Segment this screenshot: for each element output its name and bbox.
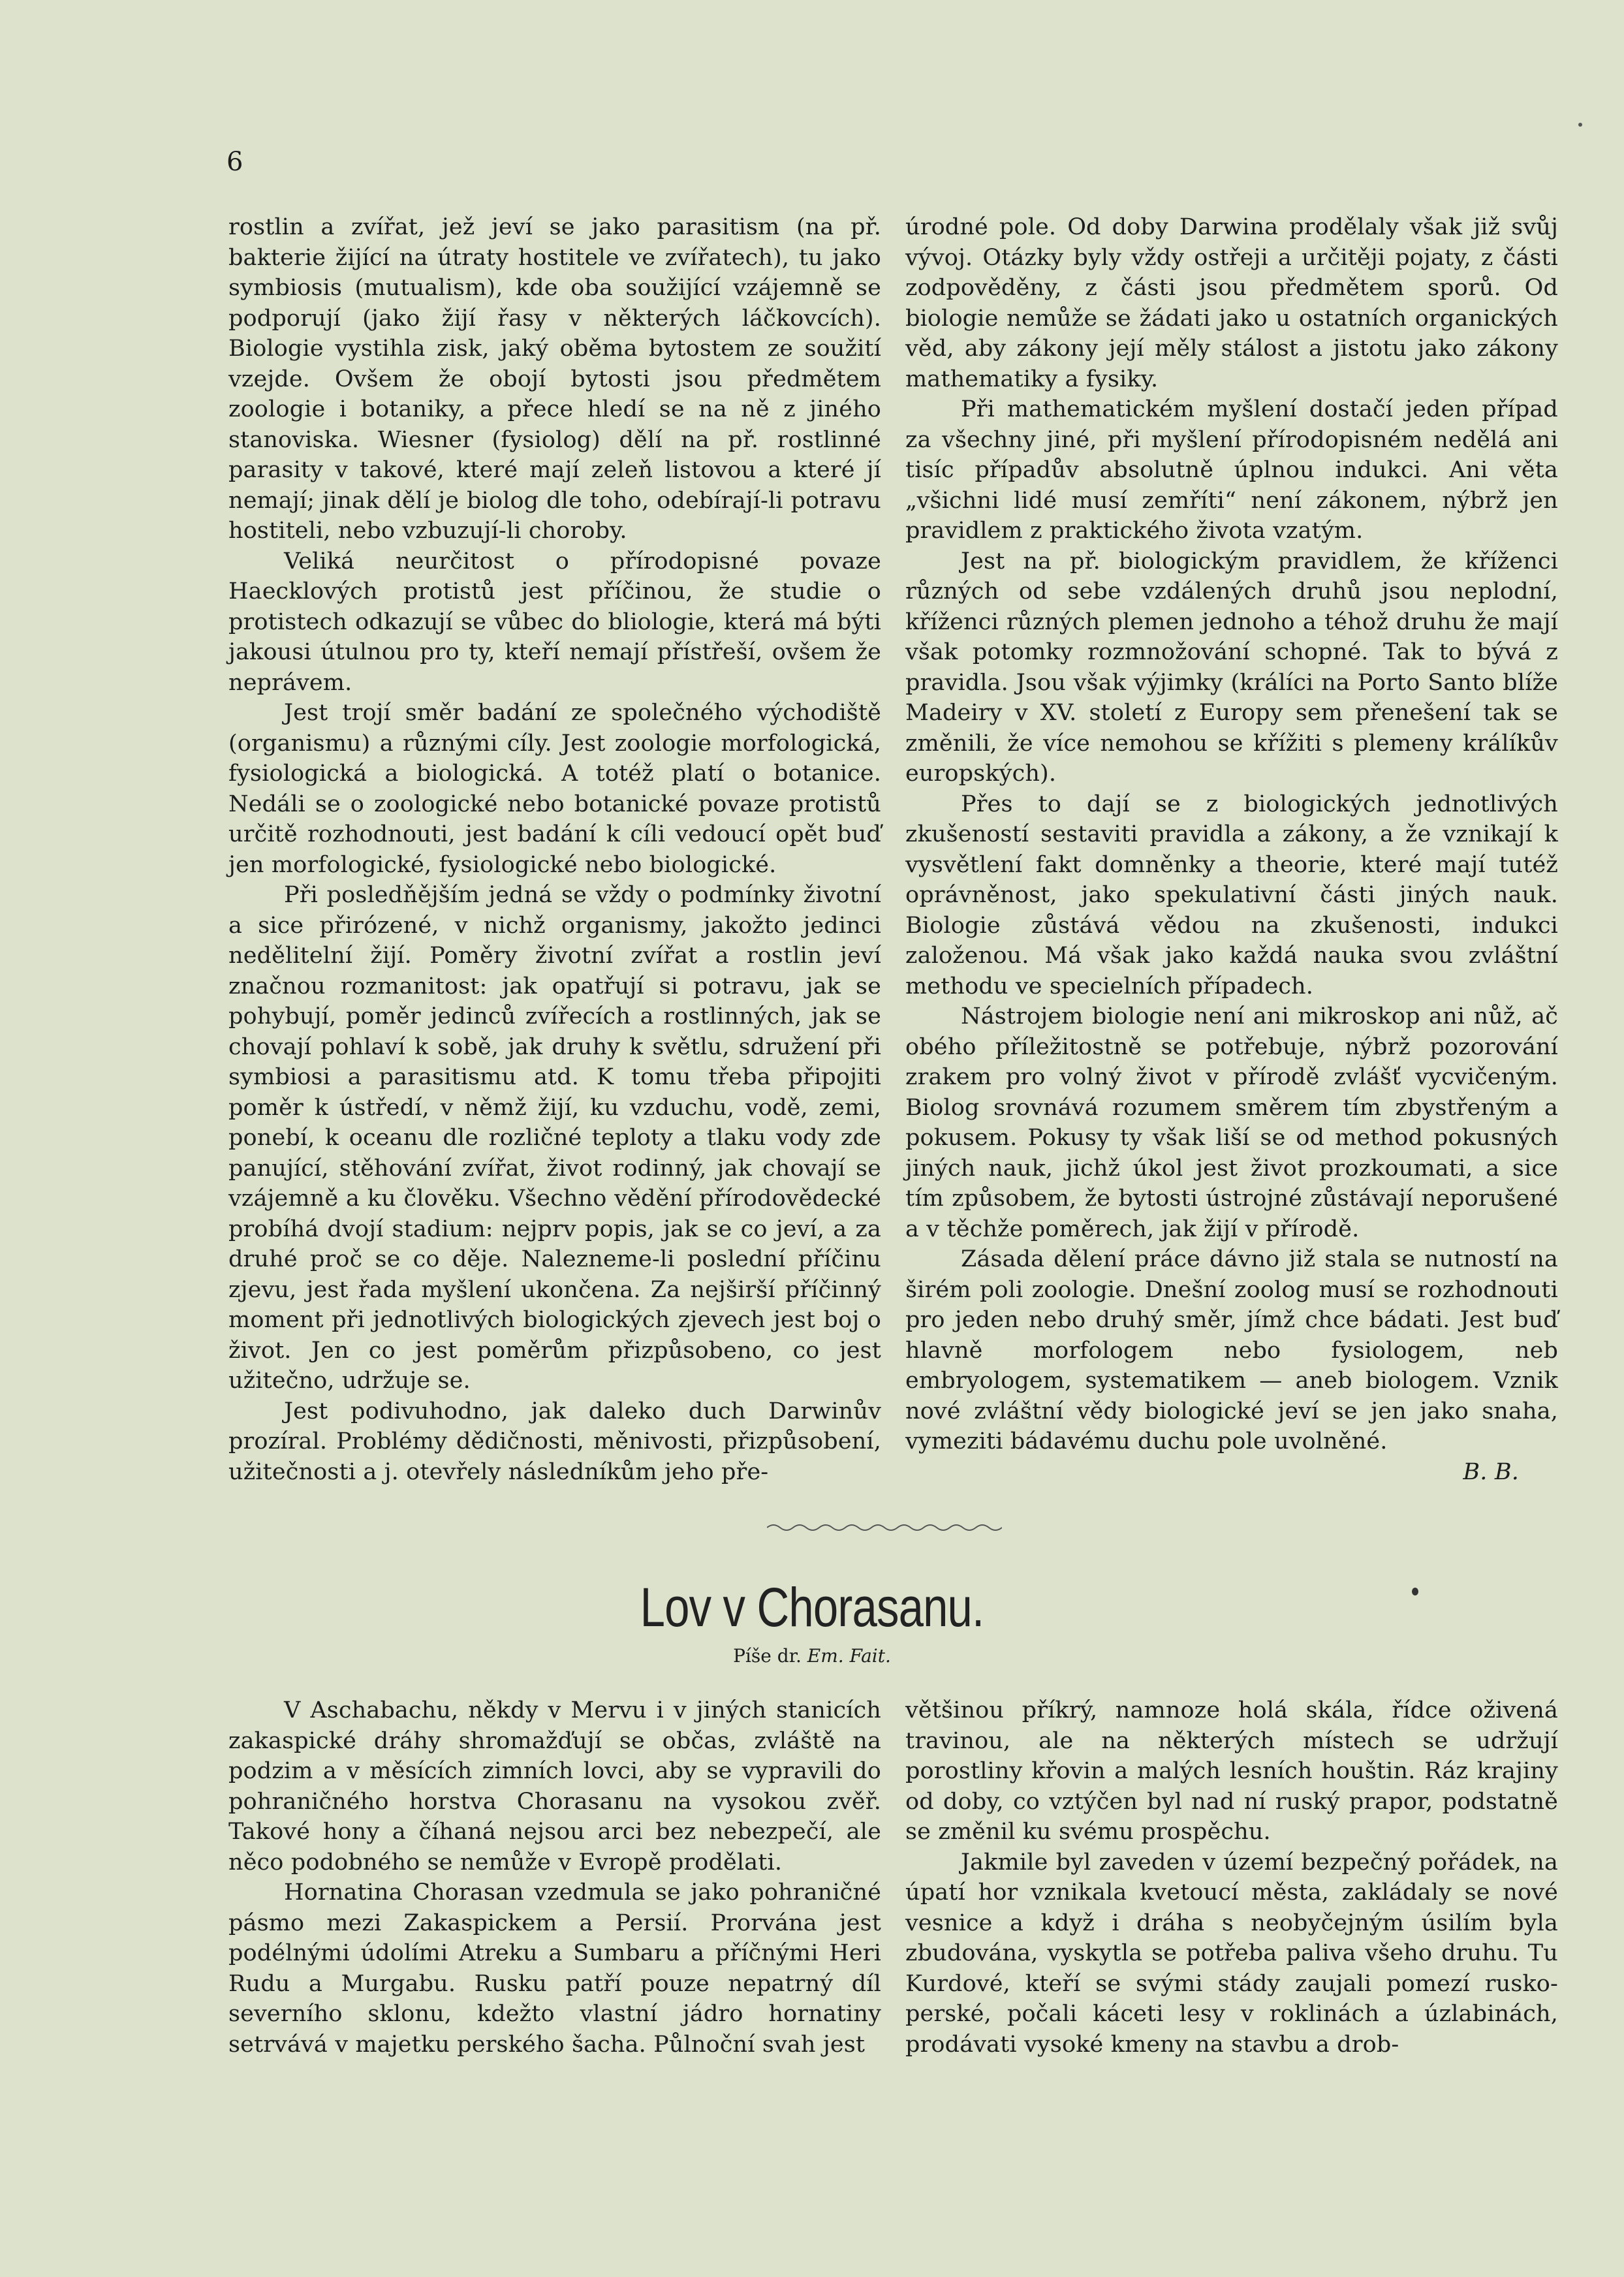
article2-column-left: [228, 1695, 881, 2060]
article1-column-right: [905, 212, 1558, 1487]
paragraph: rostlin a zvířat, jež jeví se jako parasitism (na př. bakterie žijící na útraty hostitele ve zvířatech), tu jako symbiosis (mutualism), kde oba soužijící vzájemně se podporují (jako žijí řasy v některých láčkovcích). Biologie vystihla zisk, jaký oběma bytostem ze soužití vzejde. Ovšem že obojí bytosti jsou předmětem zoologie i botaniky, a přece hledí se na ně z jiného stanoviska. Wiesner (fysiolog) dělí na př. rostlinné parasity v takové, které mají zeleň listovou a které jí nemají; jinak dělí je biolog dle toho, odebírají-li potravu hostiteli, nebo vzbuzují-li choroby.: [228, 214, 881, 544]
ink-speck: [1412, 1588, 1418, 1595]
paragraph: většinou příkrý, namnoze holá skála, řídce oživená travinou, ale na některých místech se udržují porostliny křovin a malých lesních houštin. Ráz krajiny od doby, co vztýčen byl nad ní ruský prapor, podstatně se změnil ku svému prospěchu.: [905, 1697, 1558, 1845]
paragraph: Jest podivuhodno, jak daleko duch Darwinův prozíral. Problémy dědičnosti, měnivosti, přizpůsobení, užitečnosti a j. otevřely následníkům jeho pře-: [228, 1398, 881, 1485]
byline-prefix: Píše dr.: [733, 1645, 802, 1667]
article1-column-left: [228, 212, 881, 1487]
article-signature: B. B.: [1463, 1458, 1519, 1485]
page-number: 6: [226, 147, 243, 177]
article2-column-right: [905, 1695, 1558, 2060]
ink-speck: [1578, 123, 1582, 127]
paragraph: Při posledňějším jedná se vždy o podmínky životní a sice přirózené, v nichž organismy, jakožto jedinci nedělitelní žijí. Poměry životní zvířat a rostlin jeví značnou rozmanitost: jak opatřují si potravu, jak se pohybují, poměr jedinců zvířecích a rostlinných, jak se chovají pohlaví k sobě, jak druhy k světlu, sdružení při symbiosi a parasitismu atd. K tomu třeba připojiti poměr k ústředí, v němž žijí, ku vzduchu, vodě, zemi, ponebí, k oceanu dle rozličné teploty a tlaku vody zde panující, stěhování zvířat, život rodinný, jak chovají se vzájemně a ku člověku. Všechno vědění přírodovědecké probíhá dvojí stadium: nejprv popis, jak se co jeví, a za druhé proč se co děje. Nalezneme-li poslední příčinu zjevu, jest řada myšlení ukončena. Za nejširší příčinný moment při jednotlivých biologických zjevech jest boj o život. Jen co jest poměrům přizpůsobeno, co jest užitečno, udržuje se.: [228, 882, 881, 1394]
paragraph: Jest na př. biologickým pravidlem, že kříženci různých od sebe vzdálených druhů jsou neplodní, kříženci různých plemen jednoho a téhož druhu že mají však potomky rozmnožování schopné. Tak to bývá z pravidla. Jsou však výjimky (králíci na Porto Santo blíže Madeiry v XV. století z Europy sem přenešení tak se změnili, že více nemohou se křížiti s plemeny králíkův europských).: [905, 548, 1558, 787]
paragraph: úrodné pole. Od doby Darwina prodělaly však již svůj vývoj. Otázky byly vždy ostřeji a určitěji pojaty, z části zodpověděny, z části jsou předmětem sporů. Od biologie nemůže se žádati jako u ostatních organických věd, aby zákony její měly stálost a jistotu jako zákony mathematiky a fysiky.: [905, 214, 1558, 392]
article-byline: [0, 1645, 1624, 1667]
article-title: Lov v Chorasanu.: [640, 1577, 984, 1638]
byline-author: Em. Fait.: [807, 1645, 891, 1667]
paragraph: Jakmile byl zaveden v území bezpečný pořádek, na úpatí hor vznikala kvetoucí města, zakládaly se nové vesnice a když i dráha s neobyčejným úsilím byla zbudována, vyskytla se potřeba paliva všeho druhu. Tu Kurdové, kteří se svými stády zaujali pomezí rusko-perské, počali káceti lesy v roklinách a úzlabinách, prodávati vysoké kmeny na stavbu a drob-: [905, 1849, 1558, 2058]
paragraph: Zásada dělení práce dávno již stala se nutností na širém poli zoologie. Dnešní zoolog musí se rozhodnouti pro jeden nebo druhý směr, jímž chce bádati. Jest buď hlavně morfologem nebo fysiologem, neb embryologem, systematikem — aneb biologem. Vznik nové zvláštní vědy biologické jeví se jen jako snaha, vymeziti bádavému duchu pole uvolněné.: [905, 1246, 1558, 1454]
paragraph: Přes to dají se z biologických jednotlivých zkušeností sestaviti pravidla a zákony, a že vznikají k vysvětlení fakt domněnky a theorie, které mají tutéž oprávněnost, jako spekulativní části jiných nauk. Biologie zůstává vědou na zkušenosti, indukci založenou. Má však jako každá nauka svou zvláštní methodu ve specielních případech.: [905, 791, 1558, 999]
paragraph: Nástrojem biologie není ani mikroskop ani nůž, ač obého příležitostně se potřebuje, nýbrž pozorování zrakem pro volný život v přírodě zvlášť vycvičeným. Biolog srovnává rozumem směrem tím zbystřeným a pokusem. Pokusy ty však liší se od method pokusných jiných nauk, jichž úkol jest život prozkoumati, a sice tím způsobem, že bytosti ústrojné zůstávají neporušené a v těchže poměrech, jak žijí v přírodě.: [905, 1003, 1558, 1242]
paragraph: Hornatina Chorasan vzedmula se jako pohraničné pásmo mezi Zakaspickem a Persií. Prorvána jest podélnými údolími Atreku a Sumbaru a příčnými Heri Rudu a Murgabu. Rusku patří pouze nepatrný díl severního sklonu, kdežto vlastní jádro hornatiny setrvává v majetku perského šacha. Půlnoční svah jest: [228, 1879, 881, 2058]
paragraph: V Aschabachu, někdy v Mervu i v jiných stanicích zakaspické dráhy shromažďují se občas, zvláště na podzim a v měsících zimních lovci, aby se vypravili do pohraničného horstva Chorasanu na vysokou zvěř. Takové hony a číhaná nejsou arci bez nebezpečí, ale něco podobného se nemůže v Evropě prodělati.: [228, 1697, 881, 1876]
paragraph: Veliká neurčitost o přírodopisné povaze Haecklových protistů jest příčinou, že studie o protistech odkazují se vůbec do bliologie, která má býti jakousi útulnou pro ty, kteří nemají přístřeší, ovšem že neprávem.: [228, 548, 881, 696]
paragraph: Jest trojí směr badání ze společného východiště (organismu) a různými cíly. Jest zoologie morfologická, fysiologická a biologická. A totéž platí o botanice. Nedáli se o zoologické nebo botanické povaze protistů určitě rozhodnouti, jest badání k cíli vedoucí opět buď jen morfologické, fysiologické nebo biologické.: [228, 700, 881, 878]
ornamental-divider: [767, 1521, 1002, 1534]
paragraph: Při mathematickém myšlení dostačí jeden případ za všechny jiné, při myšlení přírodopisném nedělá ani tisíc případův absolutně úplnou indukci. Ani věta „všichni lidé musí zemříti“ není zákonem, nýbrž jen pravidlem z praktického života vzatým.: [905, 396, 1558, 544]
